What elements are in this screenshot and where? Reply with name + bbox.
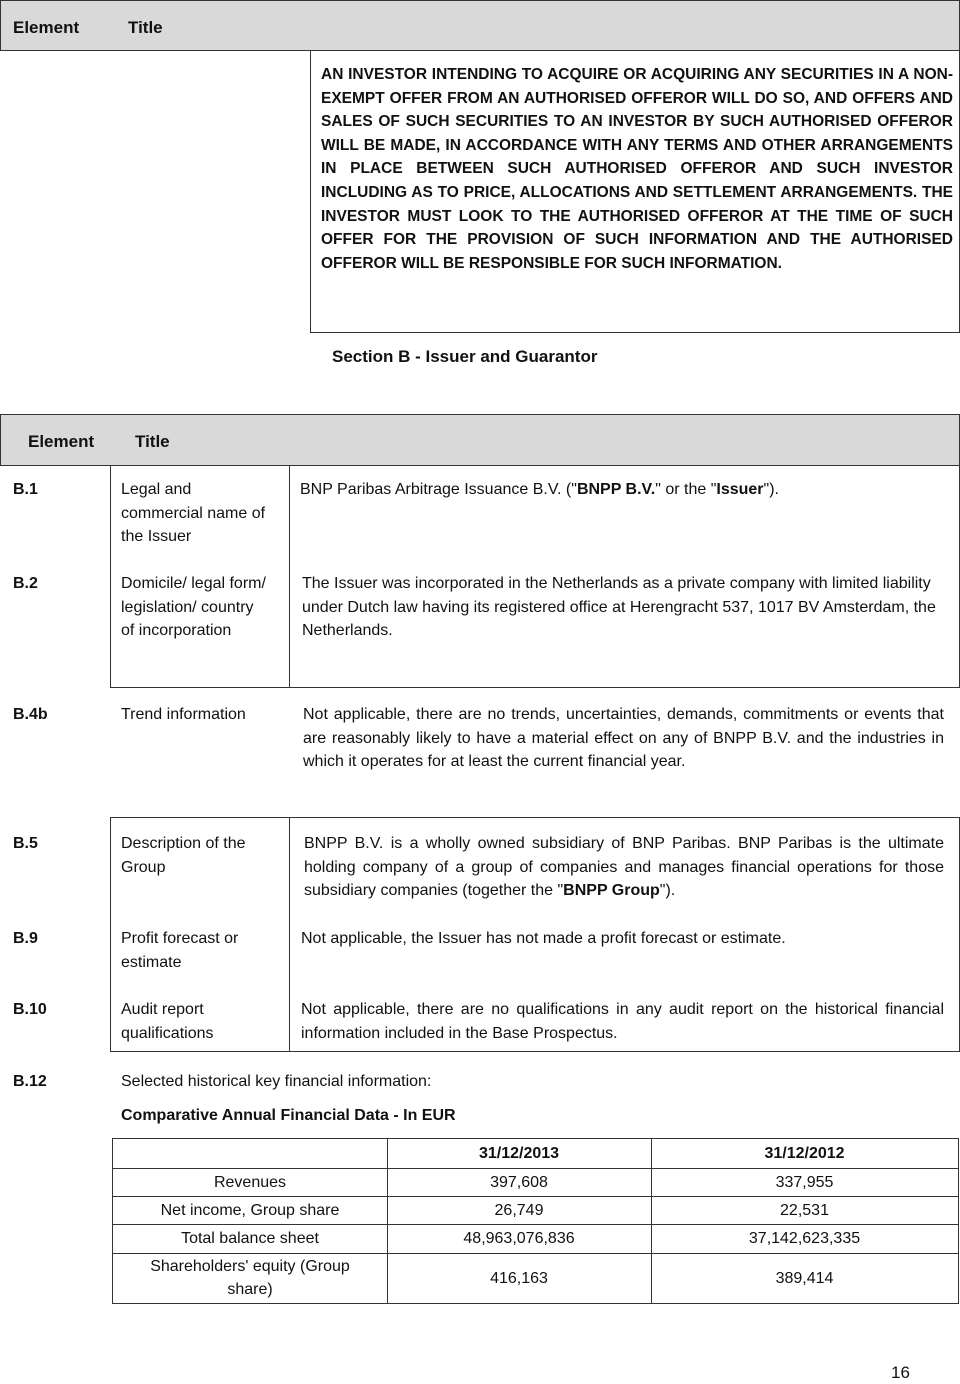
b1-text-pre: BNP Paribas Arbitrage Issuance B.V. (" (300, 481, 577, 498)
b12-subtitle: Comparative Annual Financial Data - In EUR (121, 1107, 456, 1124)
b9-code: B.9 (13, 930, 38, 947)
b5-text (304, 832, 944, 903)
b9-title: Profit forecast or estimate (121, 930, 239, 971)
fin-row-label: Shareholders' equity (Group share) (112, 1253, 388, 1304)
b-header-title-label: Title (135, 432, 170, 451)
b1-text (300, 478, 950, 502)
fin-row-2012: 22,531 (651, 1196, 959, 1225)
fin-row-2012: 37,142,623,335 (651, 1224, 959, 1254)
fin-row-2013: 397,608 (387, 1168, 652, 1197)
header-title-cell (103, 0, 311, 51)
b10-title: Audit report qualifications (121, 1001, 214, 1042)
header-content-cell (310, 0, 960, 51)
b5-text-bold: BNPP Group (563, 882, 660, 899)
b2-text: The Issuer was incorporated in the Netherlands as a private company with limited liability under Dutch law having its registered office at Herengracht 537, 1017 BV Amsterdam, the Netherlands. (302, 575, 936, 639)
b12-code: B.12 (13, 1073, 47, 1090)
b5-text-pre: BNPP B.V. is a wholly owned subsidiary of BNP Paribas. BNP Paribas is the ultimate holding company of a group of companies and manages financial operations for those subsidiary companies (together the " (304, 835, 944, 899)
fin-row-2013: 26,749 (387, 1196, 652, 1225)
b4b-text: Not applicable, there are no trends, uncertainties, demands, commitments or events that are reasonably likely to have a material effect on any of BNPP B.V. and the industries in which it operates for at least the current financial year. (303, 706, 944, 770)
b1-text-bold2: Issuer (716, 481, 764, 498)
fin-row-label: Revenues (112, 1168, 388, 1197)
b4b-code: B.4b (13, 706, 48, 723)
fin-row-label: Net income, Group share (112, 1196, 388, 1225)
header-element-cell (0, 0, 104, 51)
b-header-title-cell (110, 414, 290, 466)
investor-notice: AN INVESTOR INTENDING TO ACQUIRE OR ACQUIRING ANY SECURITIES IN A NON-EXEMPT OFFER FROM AN AUTHORISED OFFEROR WILL DO SO, AND OFFERS AND SALES OF SUCH SECURITIES TO AN INVESTOR BY SUCH AUTHORISED OFFEROR WILL BE MADE, IN ACCORDANCE WITH ANY TERMS AND OTHER ARRANGEMENTS IN PLACE BETWEEN SUCH AUTHORISED OFFEROR AND SUCH INVESTOR INCLUDING AS TO PRICE, ALLOCATIONS AND SETTLEMENT ARRANGEMENTS. THE INVESTOR MUST LOOK TO THE AUTHORISED OFFEROR AT THE TIME OF SUCH OFFER FOR THE PROVISION OF SUCH INFORMATION AND THE AUTHORISED OFFEROR WILL BE RESPONSIBLE FOR SUCH INFORMATION. (321, 66, 953, 272)
header-element-label: Element (13, 18, 80, 37)
b2-title: Domicile/ legal form/ legislation/ country of incorporation (121, 575, 266, 639)
b-header-element-cell (0, 414, 111, 466)
fin-col-2013: 31/12/2013 (387, 1138, 652, 1169)
b1-text-post: "). (763, 481, 779, 498)
b10-code: B.10 (13, 1001, 47, 1018)
b12-intro: Selected historical key financial information: (121, 1073, 432, 1090)
b1-code: B.1 (13, 481, 38, 498)
fin-row-2012: 389,414 (651, 1253, 959, 1304)
fin-col-2012: 31/12/2012 (651, 1138, 959, 1169)
b10-text: Not applicable, there are no qualifications in any audit report on the historical financial information included in the Base Prospectus. (301, 1001, 944, 1042)
b2-code: B.2 (13, 575, 38, 592)
fin-row-label: Total balance sheet (112, 1224, 388, 1254)
b1-text-bold1: BNPP B.V. (576, 481, 656, 498)
b5-text-post: "). (659, 882, 676, 899)
b5-title: Description of the Group (121, 835, 246, 876)
b9-text: Not applicable, the Issuer has not made a profit forecast or estimate. (301, 930, 786, 947)
page-number: 16 (891, 1363, 910, 1382)
fin-row-2013: 48,963,076,836 (387, 1224, 652, 1254)
fin-header-blank (112, 1138, 388, 1169)
header-title-label: Title (128, 18, 163, 37)
notice-cell (310, 50, 960, 333)
b-header-element-label: Element (28, 432, 95, 451)
b1-title: Legal and commercial name of the Issuer (121, 481, 266, 545)
fin-row-2012: 337,955 (651, 1168, 959, 1197)
b1-text-mid: " or the " (655, 481, 717, 498)
b4b-title: Trend information (121, 706, 246, 723)
fin-row-2013: 416,163 (387, 1253, 652, 1304)
b5-code: B.5 (13, 835, 38, 852)
b-header-content-cell (289, 414, 960, 466)
section-title: Section B - Issuer and Guarantor (332, 347, 598, 366)
